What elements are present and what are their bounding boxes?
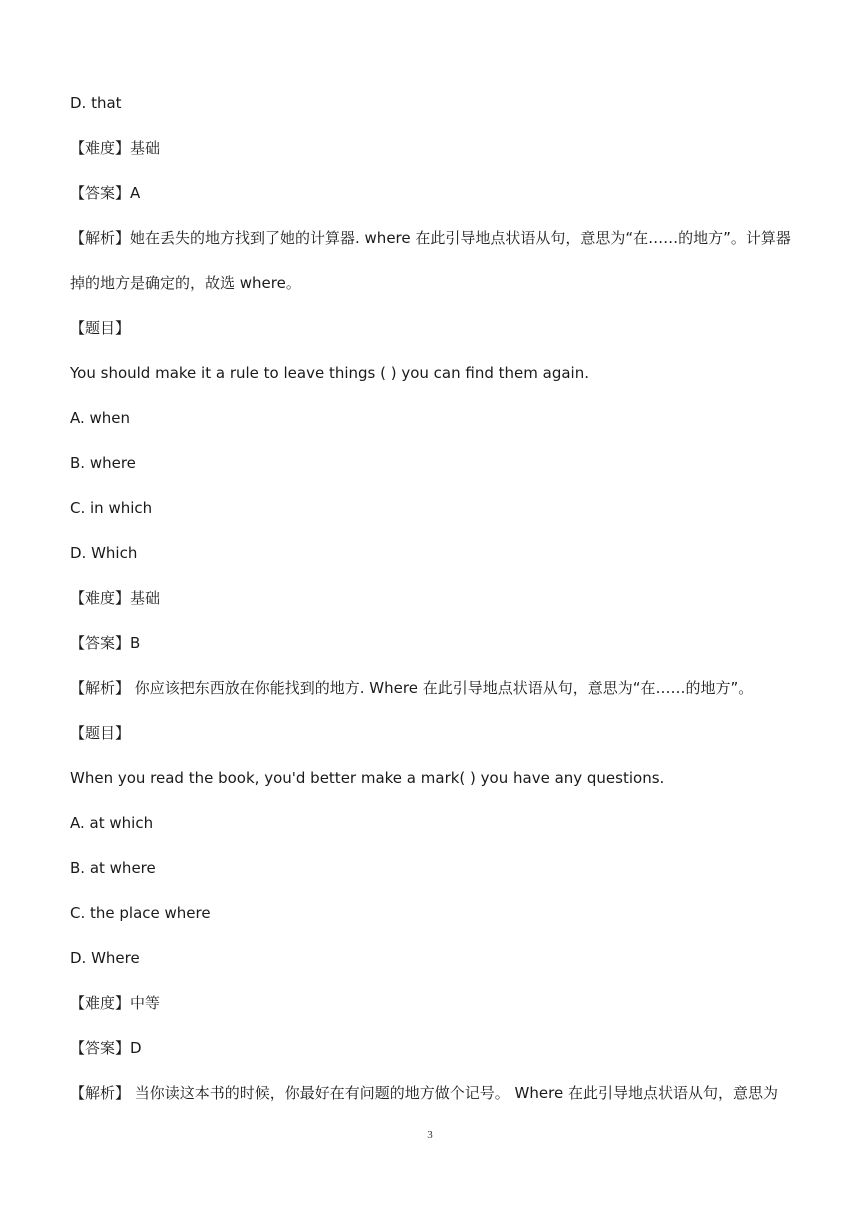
option-a-line: A. at which [70,814,154,832]
option-a-line: A. when [70,409,131,427]
analysis-line: 【解析】她在丢失的地方找到了她的计算器. where 在此引导地点状语从句，意思为“在……的地方”。计算器 [70,229,791,247]
page-number: 3 [427,1129,433,1141]
difficulty-line: 【难度】基础 [70,139,161,157]
answer-line: 【答案】B [70,634,141,652]
analysis-line: 【解析】 你应该把东西放在你能找到的地方. Where 在此引导地点状语从句，意思为“在……的地方”。 [70,679,754,697]
answer-line: 【答案】A [70,184,141,202]
option-d-line: D. Which [70,544,138,562]
answer-line: 【答案】D [70,1039,142,1057]
option-c-line: C. the place where [70,904,211,922]
question-heading: 【题目】 [70,724,131,742]
difficulty-line: 【难度】中等 [70,994,161,1012]
option-c-line: C. in which [70,499,153,517]
option-b-line: B. at where [70,859,156,877]
question-text: You should make it a rule to leave things ( ) you can find them again. [70,364,589,382]
option-d-line: D. that [70,94,122,112]
option-d-line: D. Where [70,949,140,967]
analysis-line: 【解析】 当你读这本书的时候，你最好在有问题的地方做个记号。 Where 在此引导地点状语从句，意思为 [70,1084,778,1102]
question-text: When you read the book, you'd better make a mark( ) you have any questions. [70,769,665,787]
question-heading: 【题目】 [70,319,131,337]
option-b-line: B. where [70,454,136,472]
analysis-line-continued: 掉的地方是确定的，故选 where。 [70,274,301,292]
difficulty-line: 【难度】基础 [70,589,161,607]
